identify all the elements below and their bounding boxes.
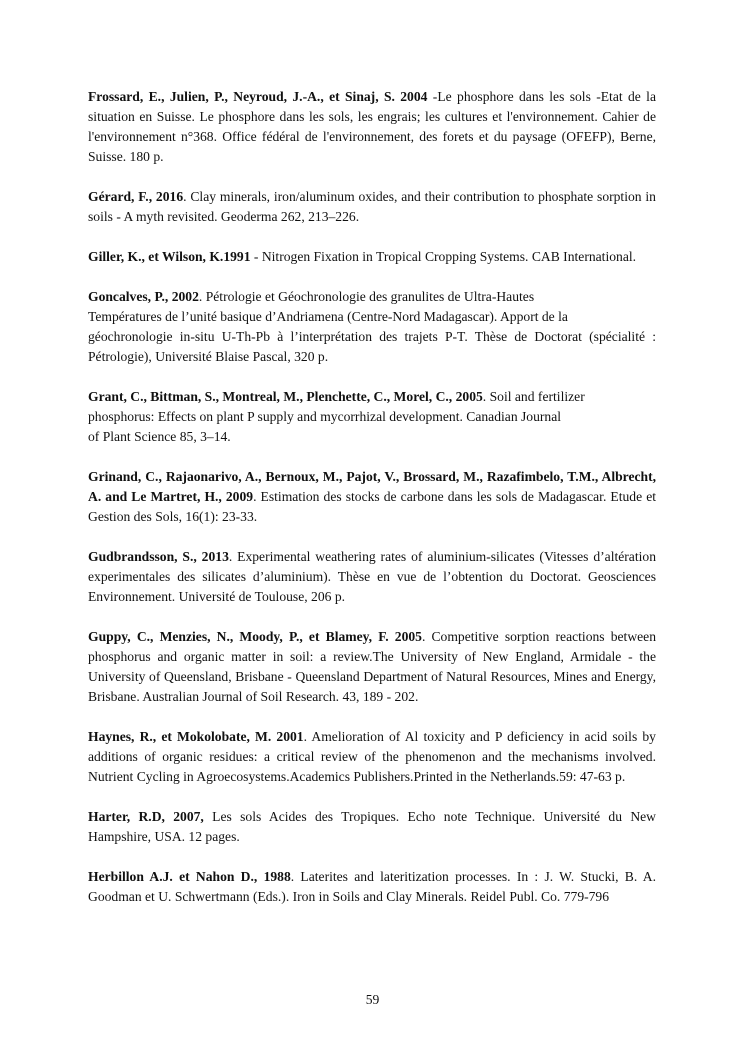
reference-text: . Clay minerals, iron/aluminum oxides, and their contribution to phosphate sorption in soils - A myth revisited. Geoderma 262, 213–226. <box>88 189 656 224</box>
reference-entry <box>88 87 656 167</box>
reference-text: . Laterites and lateritization processes. In : J. W. Stucki, B. A. Goodman et U. Schwertmann (Eds.). Iron in Soils and Clay Minerals. Reidel Publ. Co. 779-796 <box>88 869 656 904</box>
reference-text: . Estimation des stocks de carbone dans les sols de Madagascar. Etude et Gestion des Sols, 16(1): 23-33. <box>88 489 656 524</box>
reference-authors: Grant, C., Bittman, S., Montreal, M., Plenchette, C., Morel, C., 2005 <box>88 389 483 404</box>
reference-line <box>88 387 656 407</box>
reference-line: Températures de l’unité basique d’Andriamena (Centre-Nord Madagascar). Apport de la <box>88 309 568 324</box>
reference-text: . Amelioration of Al toxicity and P deficiency in acid soils by additions of organic residues: a critical review of the phenomenon and the mechanisms involved. Nutrient Cycling in Agroecosystems.Academics Publishers.Printed in the Netherlands.59: 47-63 p. <box>88 729 656 784</box>
reference-authors: Harter, R.D, 2007, <box>88 809 204 824</box>
reference-entry <box>88 247 656 267</box>
page-number: 59 <box>365 992 380 1007</box>
reference-authors: Grinand, C., Rajaonarivo, A., Bernoux, M., Pajot, V., Brossard, M., Razafimbelo, T.M., Albrecht, A. and Le Martret, H., 2009 <box>88 469 656 504</box>
reference-authors: Herbillon A.J. et Nahon D., 1988 <box>88 869 291 884</box>
reference-entry <box>88 867 656 907</box>
reference-entry <box>88 387 656 447</box>
reference-authors: Guppy, C., Menzies, N., Moody, P., et Blamey, F. 2005 <box>88 629 422 644</box>
reference-entry <box>88 627 656 707</box>
reference-authors: Gudbrandsson, S., 2013 <box>88 549 229 564</box>
reference-list <box>88 87 656 927</box>
reference-line: of Plant Science 85, 3–14. <box>88 429 231 444</box>
reference-text: -Le phosphore dans les sols -Etat de la situation en Suisse. Le phosphore dans les sols, les engrais; les cultures et l'environnement. Cahier de l'environnement n°368. Office fédéral de l'environnement, des forets et du paysage (OFEFP), Berne, Suisse. 180 p. <box>88 89 656 164</box>
reference-authors: Gérard, F., 2016 <box>88 189 184 204</box>
reference-text: . Experimental weathering rates of aluminium-silicates (Vitesses d’altération experimentales des silicates d’aluminium). Thèse en vue de l’obtention du Doctorat. Geosciences Environnement. Université de Toulouse, 206 p. <box>88 549 656 604</box>
reference-entry <box>88 467 656 527</box>
reference-entry <box>88 547 656 607</box>
reference-text: . Pétrologie et Géochronologie des granulites de Ultra-Hautes <box>198 289 535 304</box>
reference-text: Les sols Acides des Tropiques. Echo note Technique. Université du New Hampshire, USA. 12 pages. <box>88 809 656 844</box>
reference-authors: Frossard, E., Julien, P., Neyroud, J.-A., et Sinaj, S. 2004 <box>88 89 428 104</box>
reference-line: phosphorus: Effects on plant P supply and mycorrhizal development. Canadian Journal <box>88 409 562 424</box>
reference-text: - Nitrogen Fixation in Tropical Cropping Systems. CAB International. <box>250 249 637 264</box>
reference-entry <box>88 187 656 227</box>
reference-entry <box>88 727 656 787</box>
reference-entry <box>88 287 656 367</box>
reference-text: géochronologie in-situ U-Th-Pb à l’interprétation des trajets P-T. Thèse de Doctorat (spécialité : Pétrologie), Université Blaise Pascal, 320 p. <box>88 329 656 364</box>
reference-text: . Soil and fertilizer <box>482 389 585 404</box>
reference-line <box>88 287 656 307</box>
reference-authors: Giller, K., et Wilson, K.1991 <box>88 249 251 264</box>
reference-authors: Haynes, R., et Mokolobate, M. 2001 <box>88 729 304 744</box>
reference-text: . Competitive sorption reactions between phosphorus and organic matter in soil: a review.The University of New England, Armidale - the University of Queensland, Brisbane - Queensland Department of Natural Resources, Mines and Energy, Brisbane. Australian Journal of Soil Research. 43, 189 - 202. <box>88 629 656 704</box>
reference-authors: Goncalves, P., 2002 <box>88 289 199 304</box>
reference-entry <box>88 807 656 847</box>
